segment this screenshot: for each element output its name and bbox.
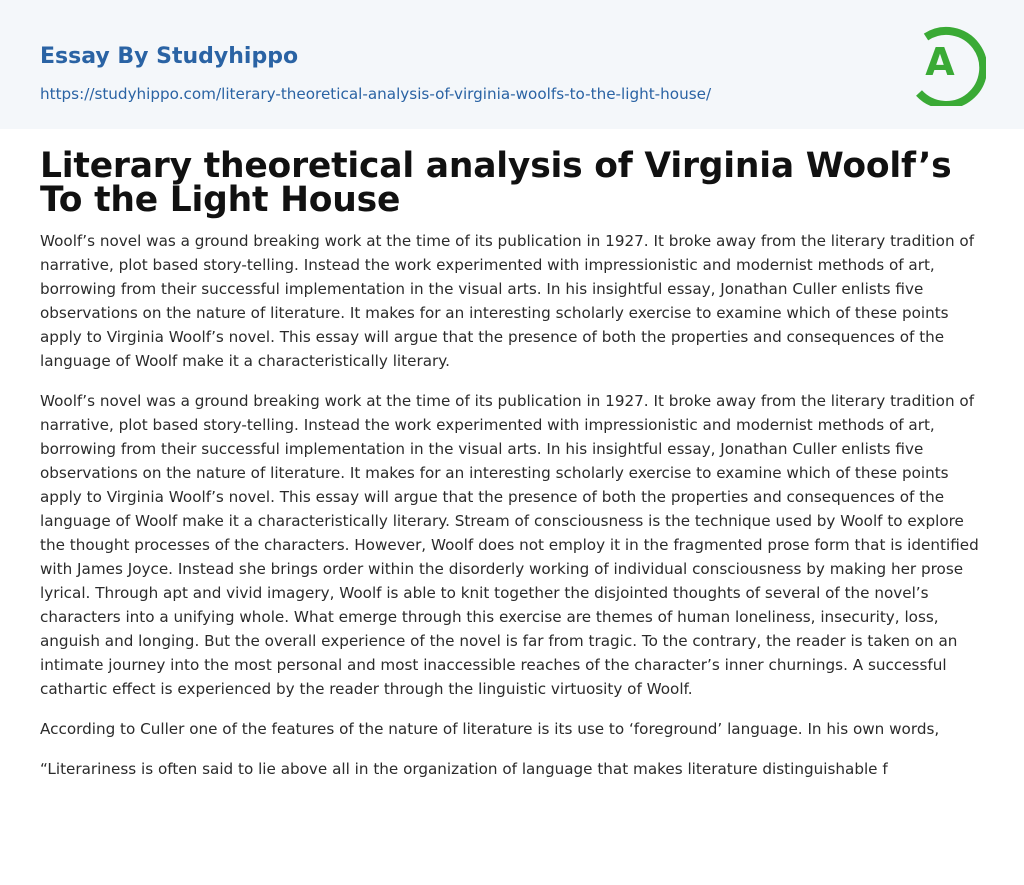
- site-header: [0, 0, 1024, 129]
- logo-letter: A: [925, 40, 955, 84]
- essay-url-link[interactable]: https://studyhippo.com/literary-theoretical-analysis-of-virginia-woolfs-to-the-light-house/: [40, 85, 712, 103]
- studyhippo-logo[interactable]: [912, 20, 986, 106]
- site-brand[interactable]: Essay By Studyhippo: [40, 44, 299, 69]
- essay-content: [0, 129, 1024, 781]
- essay-paragraph: Woolf’s novel was a ground breaking work at the time of its publication in 1927. It broke away from the literary tradition of narrative, plot based story-telling. Instead the work experimented with impressionistic and modernist methods of art, borrowing from their successful implementation in the visual arts. In his insightful essay, Jonathan Culler enlists five observations on the nature of literature. It makes for an interesting scholarly exercise to examine which of these points apply to Virginia Woolf’s novel. This essay will argue that the presence of both the properties and consequences of the language of Woolf make it a characteristically literary. Stream of consciousness is the technique used by Woolf to explore the thought processes of the characters. However, Woolf does not employ it in the fragmented prose form that is identified with James Joyce. Instead she brings order within the disorderly working of individual consciousness by making her prose lyrical. Through apt and vivid imagery, Woolf is able to knit together the disjointed thoughts of several of the novel’s characters into a unifying whole. What emerge through this exercise are themes of human loneliness, insecurity, loss, anguish and longing. But the overall experience of the novel is far from tragic. To the contrary, the reader is taken on an intimate journey into the most personal and most inaccessible reaches of the character’s inner churnings. A successful cathartic effect is experienced by the reader through the linguistic virtuosity of Woolf.: [40, 392, 979, 698]
- essay-paragraph-quote: “Literariness is often said to lie above all in the organization of language that makes literature distinguishable f: [40, 760, 888, 778]
- essay-paragraph: Woolf’s novel was a ground breaking work at the time of its publication in 1927. It broke away from the literary tradition of narrative, plot based story-telling. Instead the work experimented with impressionistic and modernist methods of art, borrowing from their successful implementation in the visual arts. In his insightful essay, Jonathan Culler enlists five observations on the nature of literature. It makes for an interesting scholarly exercise to examine which of these points apply to Virginia Woolf’s novel. This essay will argue that the presence of both the properties and consequences of the language of Woolf make it a characteristically literary.: [40, 232, 975, 370]
- essay-paragraph: According to Culler one of the features of the nature of literature is its use to ‘foreground’ language. In his own words,: [40, 720, 940, 738]
- essay-title: Literary theoretical analysis of Virginia Woolf’s To the Light House: [40, 146, 952, 220]
